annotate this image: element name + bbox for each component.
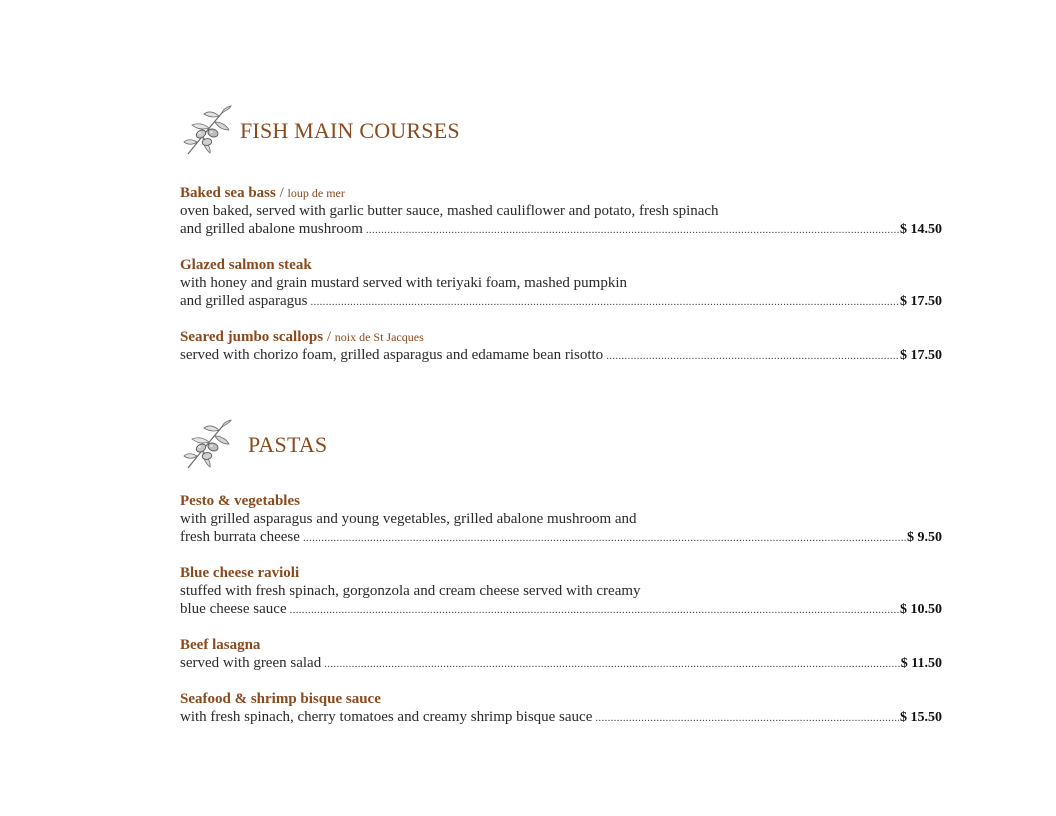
item-description-end: served with green salad	[180, 655, 322, 671]
item-price: $ 17.50	[900, 348, 942, 363]
item-name: Pesto & vegetables	[180, 493, 300, 509]
item-name: Seafood & shrimp bisque sauce	[180, 691, 381, 707]
item-description: oven baked, served with garlic butter sauce, mashed cauliflower and potato, fresh spinach	[180, 203, 719, 219]
item-name: Seared jumbo scallops	[180, 329, 324, 345]
item-price: $ 10.50	[900, 602, 942, 617]
item-name: Blue cheese ravioli	[180, 565, 300, 581]
item-description: with grilled asparagus and young vegetables, grilled abalone mushroom and	[180, 511, 637, 527]
olive-branch-icon	[182, 418, 232, 472]
item-price-line	[180, 654, 942, 672]
menu-item-seafood-shrimp-bisque	[180, 690, 942, 726]
menu-item-seared-jumbo-scallops	[180, 328, 942, 364]
dot-leader	[595, 709, 899, 727]
item-price: $ 11.50	[900, 656, 942, 671]
item-price-line	[180, 600, 942, 618]
dot-leader	[606, 347, 899, 365]
menu-item-beef-lasagna	[180, 636, 942, 672]
pastas-section	[180, 418, 942, 725]
item-price-line	[180, 292, 942, 310]
item-name: Glazed salmon steak	[180, 257, 312, 273]
item-alt-name: noix de St Jacques	[334, 330, 424, 344]
dot-leader	[290, 601, 899, 619]
item-description-end: fresh burrata cheese	[180, 529, 300, 545]
item-separator: /	[279, 185, 284, 201]
item-price: $ 9.50	[907, 530, 942, 545]
item-separator: /	[326, 329, 331, 345]
item-description-end: and grilled asparagus	[180, 293, 308, 309]
item-description: stuffed with fresh spinach, gorgonzola and cream cheese served with creamy	[180, 583, 641, 599]
item-alt-name: loup de mer	[287, 186, 345, 200]
section-header	[180, 418, 942, 478]
item-description-end: and grilled abalone mushroom	[180, 221, 363, 237]
section-header	[180, 104, 942, 164]
item-name: Baked sea bass	[180, 185, 276, 201]
item-price-line	[180, 346, 942, 364]
item-price: $ 15.50	[900, 710, 942, 725]
dot-leader	[310, 293, 899, 311]
item-price-line	[180, 220, 942, 238]
dot-leader	[303, 529, 906, 547]
dot-leader	[366, 221, 899, 239]
item-price-line	[180, 528, 942, 546]
item-description-end: served with chorizo foam, grilled asparagus and edamame bean risotto	[180, 347, 604, 363]
item-price: $ 14.50	[900, 222, 942, 237]
item-price-line	[180, 708, 942, 726]
item-description: with honey and grain mustard served with teriyaki foam, mashed pumpkin	[180, 275, 627, 291]
menu-item-baked-sea-bass	[180, 184, 942, 238]
menu-item-pesto-vegetables	[180, 492, 942, 546]
section-title: FISH MAIN COURSES	[240, 118, 460, 143]
olive-branch-icon	[182, 104, 232, 158]
item-price: $ 17.50	[900, 294, 942, 309]
section-title: PASTAS	[248, 432, 328, 457]
menu-item-glazed-salmon-steak	[180, 256, 942, 310]
item-name: Beef lasagna	[180, 637, 261, 653]
item-description-end: blue cheese sauce	[180, 601, 287, 617]
menu-item-blue-cheese-ravioli	[180, 564, 942, 618]
item-description-end: with fresh spinach, cherry tomatoes and creamy shrimp bisque sauce	[180, 709, 593, 725]
fish-main-courses-section	[180, 104, 942, 363]
dot-leader	[324, 655, 900, 673]
